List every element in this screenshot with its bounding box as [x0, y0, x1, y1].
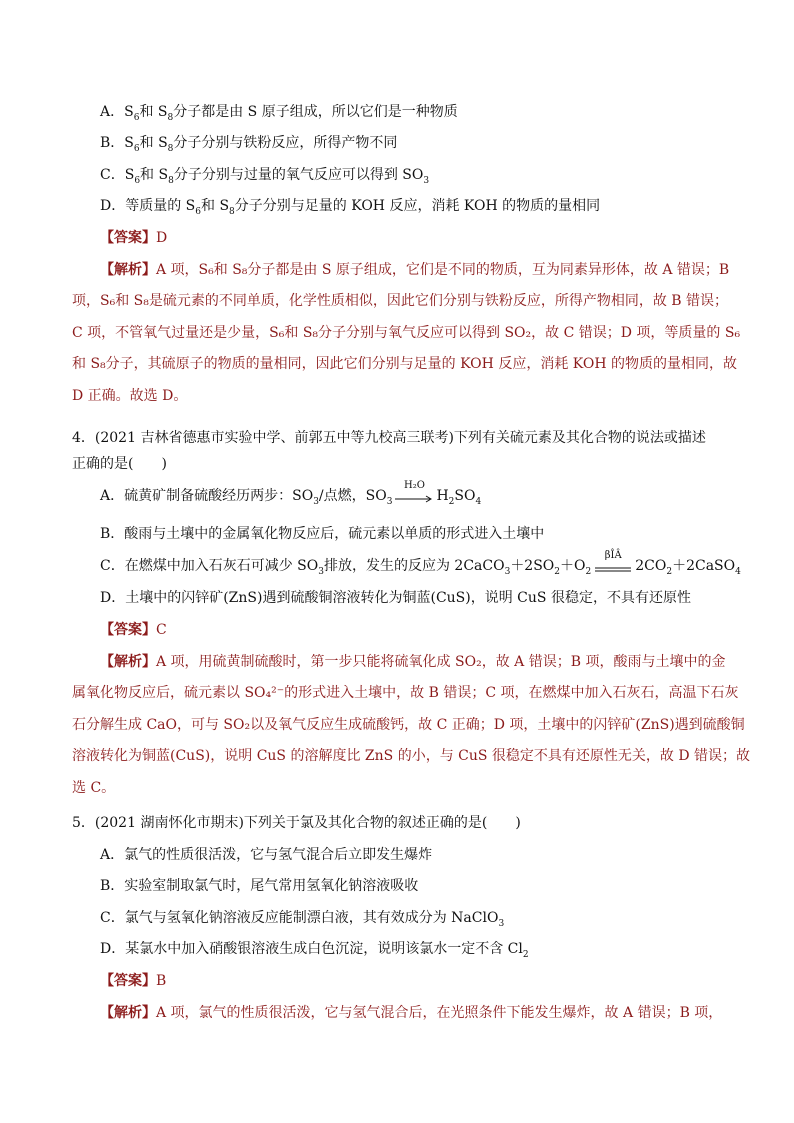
q4-option-a: A．硫黄矿制备硫酸经历两步：$SO_3/$点燃，$SO_3$ H₂O $H_2SO_4$ [100, 480, 482, 507]
q3-analysis-line-4: 和 S₈分子，其硫原子的物质的量相同，因此它们分别与足量的 KOH 反应，消耗 KOH 的物质的量相同，故 [72, 356, 737, 372]
q4-analysis-line-5: 选 C。 [72, 780, 116, 796]
q3-option-b: B．$S_6$和 $S_8$分子分别与铁粉反应，所得产物不同 [100, 135, 398, 154]
q3-analysis-line-1: 【解析】A 项，S₆和 S₈分子都是由 S 原子组成，它们是不同的物质，互为同素异形体，故 A 错误；B [100, 262, 730, 278]
q3-option-a: A．$S_6$和 $S_8$分子都是由 S 原子组成，所以它们是一种物质 [100, 104, 458, 123]
analysis-tag: 【解析】 [100, 1005, 156, 1021]
analysis-tag: 【解析】 [100, 262, 156, 278]
q3-analysis-line-5: D 正确。故选 D。 [72, 388, 188, 404]
q5-option-b: B．实验室制取氯气时，尾气常用氢氧化钠溶液吸收 [100, 878, 419, 894]
q4-analysis-line-3: 石分解生成 CaO，可与 SO₂以及氧气反应生成硫酸钙，故 C 正确；D 项，土壤中的闪锌矿(ZnS)遇到硫酸铜 [72, 717, 745, 733]
answer-tag: 【答案】 [100, 622, 156, 638]
q3-analysis-line-2: 项，S₆和 S₈是硫元素的不同单质，化学性质相似，因此它们分别与铁粉反应，所得产物相同，故 B 错误； [72, 293, 729, 309]
q4-stem-line-1: 4．(2021 吉林省德惠市实验中学、前郭五中等九校高三联考)下列有关硫元素及其化合物的说法或描述 [72, 430, 706, 446]
q5-answer [100, 971, 724, 991]
q5-option-d: D．某氯水中加入硝酸银溶液生成白色沉淀，说明该氯水一定不含 $Cl_2$ [100, 941, 529, 960]
answer-tag: 【答案】 [100, 973, 156, 989]
q4-stem-line-2: 正确的是( ) [72, 456, 167, 472]
q4-option-c: C．在燃煤中加入石灰石可减少 $SO_3$排放，发生的反应为 $2CaCO_3+2SO_2+O_2$ βÎÂ $2CO_2+2CaSO_4$ [100, 550, 741, 577]
analysis-tag: 【解析】 [100, 654, 156, 670]
q4-answer [100, 620, 724, 640]
answer-value: B [156, 973, 167, 989]
q4-option-d: D．土壤中的闪锌矿(ZnS)遇到硫酸铜溶液转化为铜蓝(CuS)，说明 CuS 很稳定，不具有还原性 [100, 590, 691, 606]
q4-analysis-line-4: 溶液转化为铜蓝(CuS)，说明 CuS 的溶解度比 ZnS 的小，与 CuS 很稳定不具有还原性无关，故 D 错误；故 [72, 748, 751, 764]
q5-stem: 5．(2021 湖南怀化市期末)下列关于氯及其化合物的叙述正确的是( ) [72, 815, 521, 831]
q5-option-a: A．氯气的性质很活泼，它与氢气混合后立即发生爆炸 [100, 847, 433, 863]
reaction-arrow: βÎÂ [604, 550, 622, 561]
q5-analysis-line-1: 【解析】A 项，氯气的性质很活泼，它与氢气混合后，在光照条件下能发生爆炸，故 A 错误；B 项， [100, 1005, 723, 1021]
q4-analysis-line-2: 属氧化物反应后，硫元素以 SO₄²⁻的形式进入土壤中，故 B 错误；C 项，在燃煤中加入石灰石，高温下石灰 [72, 685, 739, 701]
q3-answer [100, 228, 724, 248]
q3-option-c: C．$S_6$和 $S_8$分子分别与过量的氧气反应可以得到 $SO_3$ [100, 167, 430, 186]
q4-option-b: B．酸雨与土壤中的金属氧化物反应后，硫元素以单质的形式进入土壤中 [100, 526, 545, 542]
answer-value: D [156, 230, 168, 246]
answer-value: C [156, 622, 167, 638]
q3-option-d: D．等质量的 $S_6$和 $S_8$分子分别与足量的 KOH 反应，消耗 KOH 的物质的量相同 [100, 198, 601, 217]
reaction-arrow: H₂O [394, 486, 434, 506]
q3-analysis-line-3: C 项，不管氧气过量还是少量，S₆和 S₈分子分别与氧气反应可以得到 SO₂，故 C 错误；D 项，等质量的 S₆ [72, 325, 741, 341]
answer-tag: 【答案】 [100, 230, 156, 246]
q5-option-c: C．氯气与氢氧化钠溶液反应能制漂白液，其有效成分为 NaClO$_3$ [100, 910, 505, 929]
q4-analysis-line-1: 【解析】A 项，用硫黄制硫酸时，第一步只能将硫氧化成 SO₂，故 A 错误；B 项，酸雨与土壤中的金 [100, 654, 726, 670]
